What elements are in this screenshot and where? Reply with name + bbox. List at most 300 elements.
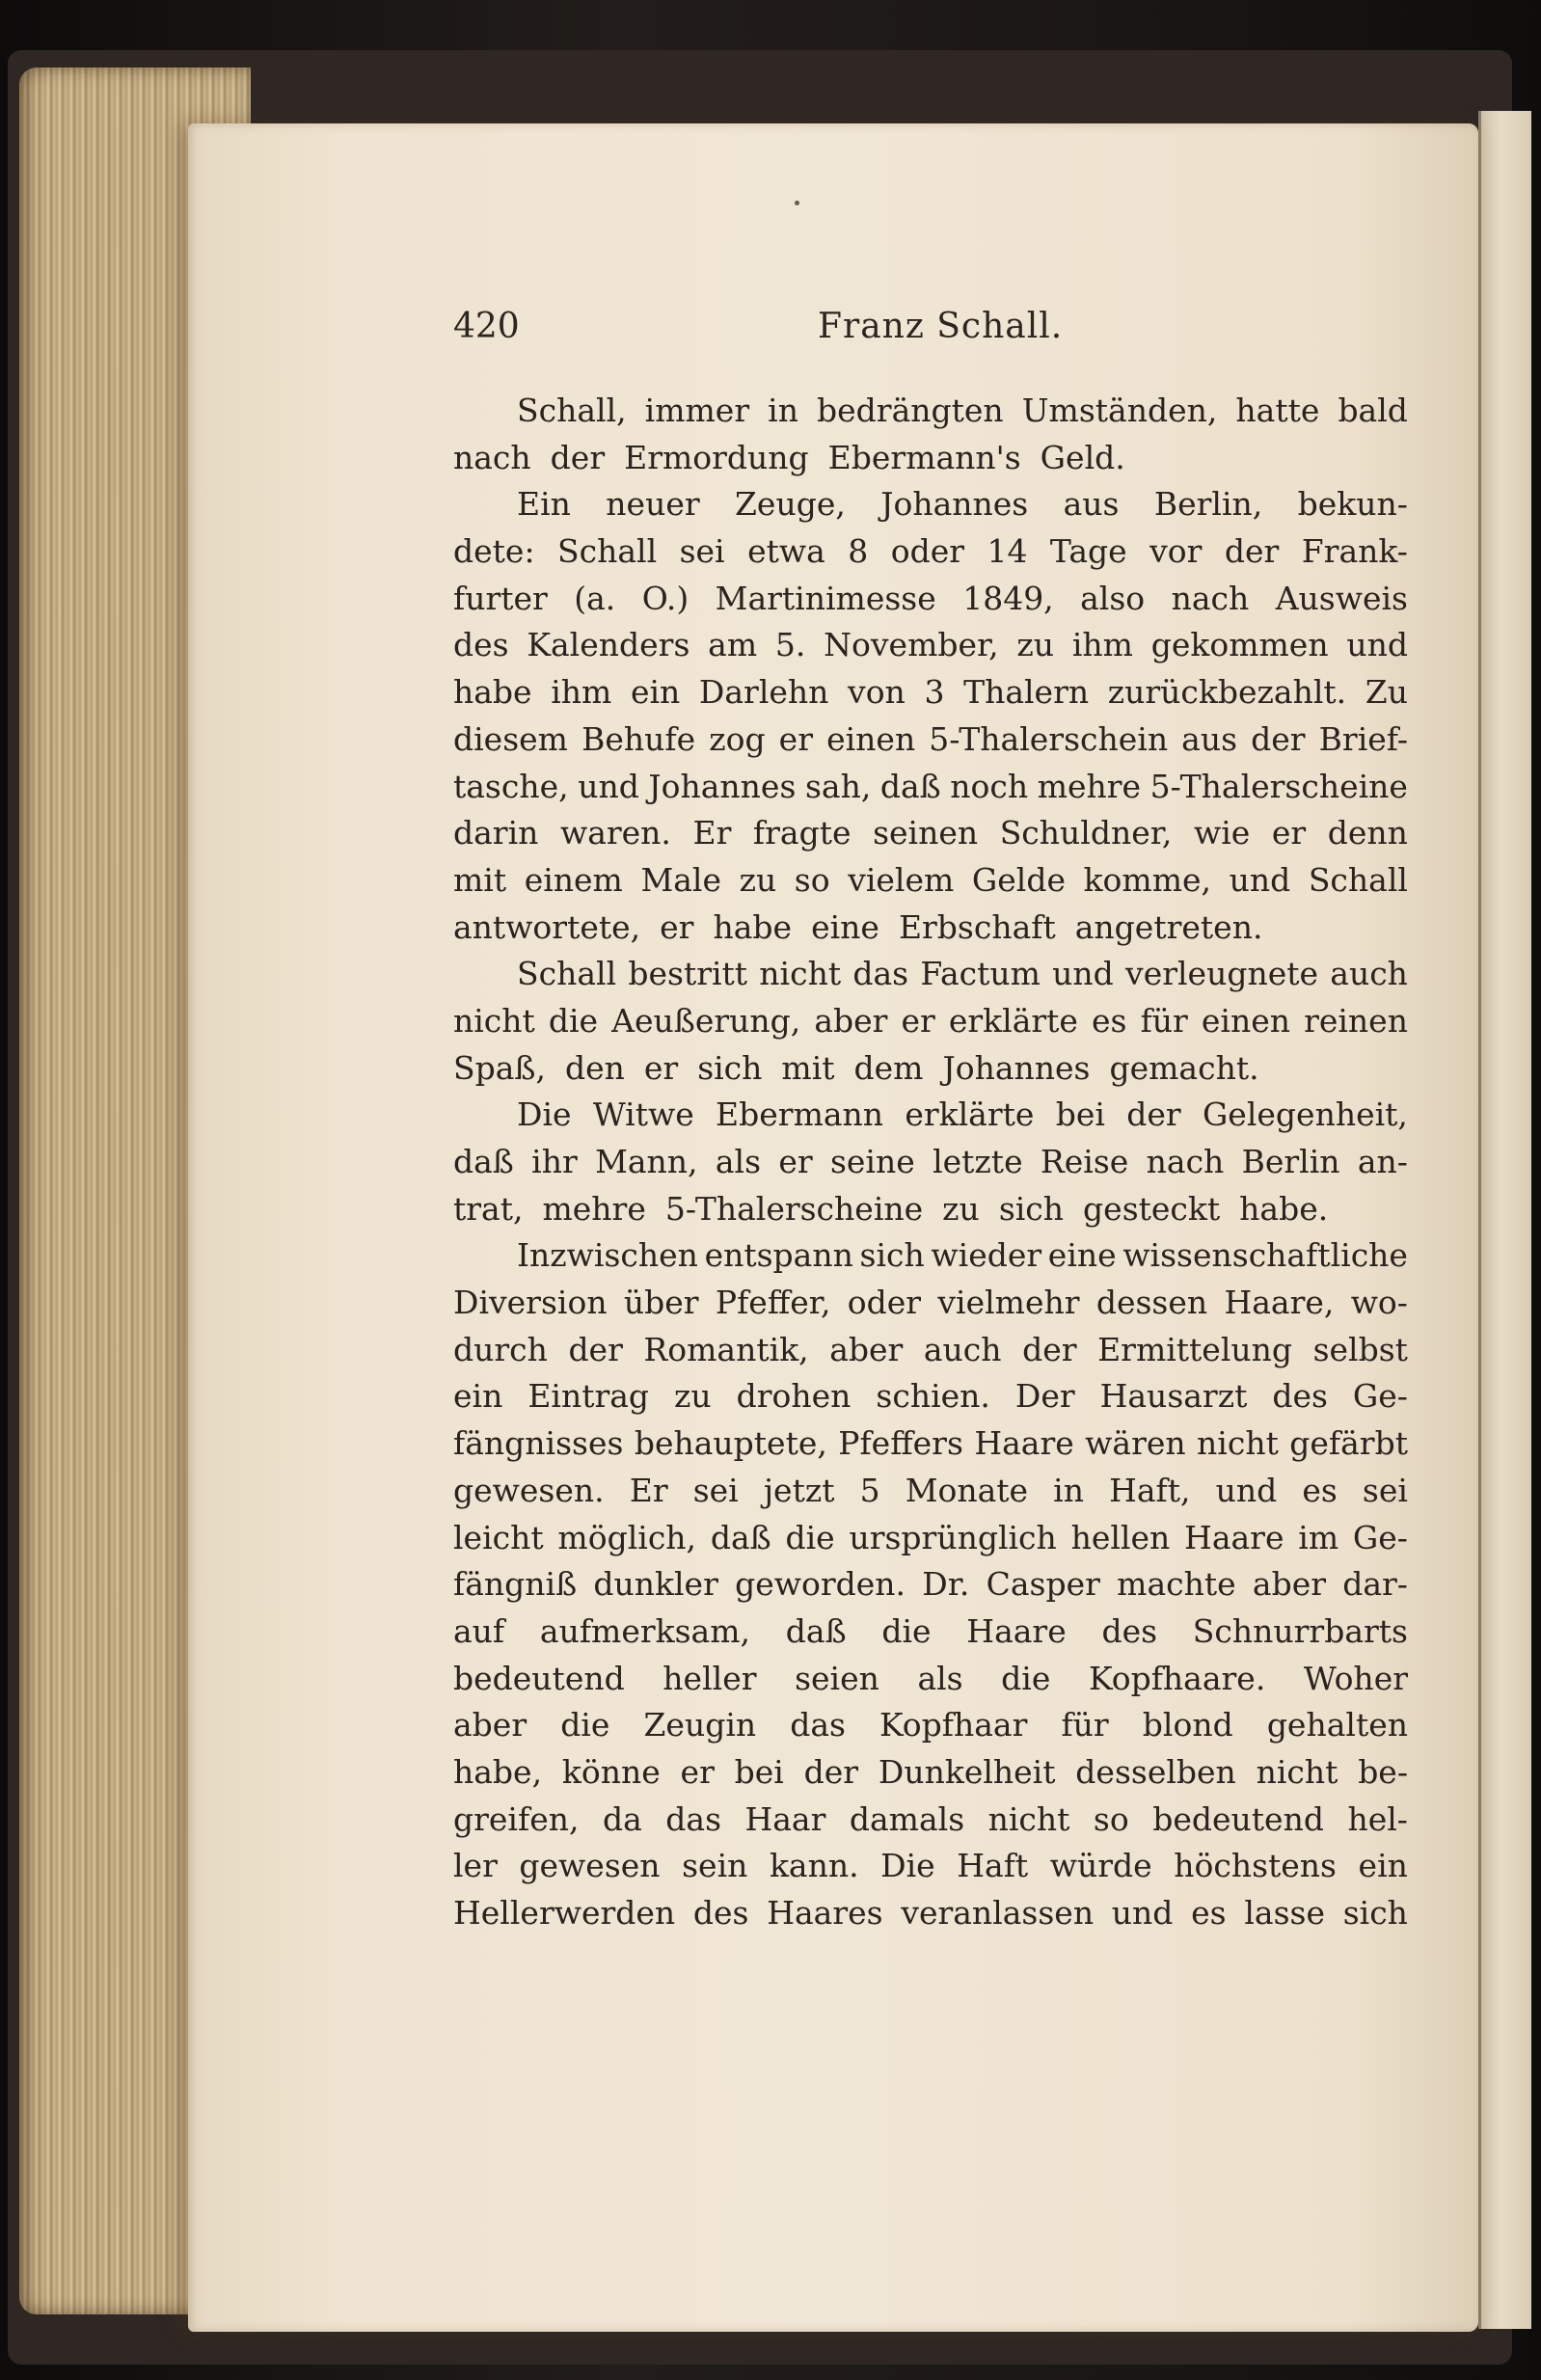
- word: habe,: [453, 1752, 543, 1791]
- word: nicht: [987, 1799, 1070, 1838]
- word: Haft,: [1109, 1471, 1191, 1509]
- word: jetzt: [763, 1471, 835, 1509]
- word: letzte: [933, 1143, 1023, 1180]
- word: am: [708, 626, 758, 664]
- word: dunkler: [593, 1565, 718, 1604]
- word: dem: [853, 1048, 924, 1087]
- word: damals: [849, 1799, 965, 1838]
- word: 5.: [774, 626, 806, 664]
- text-line: [453, 626, 1408, 673]
- word: Eintrag: [527, 1377, 650, 1416]
- word: zurückbezahlt.: [1107, 673, 1347, 712]
- word: so: [1093, 1799, 1129, 1838]
- text-line: [453, 720, 1408, 768]
- printer-mark: [795, 201, 799, 205]
- word: Zeugin: [643, 1706, 757, 1744]
- text-line: [453, 1190, 1408, 1237]
- word: dar-: [1342, 1565, 1408, 1604]
- word: neuer: [606, 485, 700, 524]
- word: des: [453, 626, 509, 664]
- word: be-: [1358, 1752, 1408, 1791]
- word: Spaß,: [453, 1048, 546, 1087]
- word: etwa: [747, 532, 825, 571]
- word: der: [1126, 1095, 1181, 1134]
- word: Gelegenheit,: [1202, 1095, 1408, 1134]
- word: sich: [859, 1236, 925, 1275]
- word: Haare: [1184, 1518, 1284, 1556]
- word: ihm: [551, 673, 612, 712]
- text-line: [453, 1519, 1408, 1566]
- text-line: [453, 392, 1408, 439]
- word: lasse: [1244, 1894, 1325, 1932]
- word: mehre: [1037, 767, 1142, 805]
- word: der: [803, 1752, 859, 1791]
- word: erklärte: [905, 1095, 1035, 1134]
- word: so: [794, 860, 830, 899]
- word: Ebermann: [716, 1095, 884, 1134]
- text-line: [453, 1706, 1408, 1753]
- text-line: [453, 861, 1408, 908]
- word: auch: [923, 1330, 1002, 1368]
- word: Hausarzt: [1099, 1377, 1248, 1416]
- word: aber: [814, 1001, 888, 1040]
- word: habe: [713, 907, 793, 946]
- word: sein: [682, 1847, 748, 1885]
- word: er: [901, 1001, 935, 1040]
- word: oder: [847, 1284, 922, 1322]
- text-line: [453, 485, 1408, 532]
- text-line: [453, 1472, 1408, 1519]
- word: aber: [829, 1330, 904, 1368]
- word: sei: [679, 532, 725, 571]
- word: es: [1191, 1894, 1227, 1932]
- word: bedrängten: [817, 392, 1004, 429]
- word: Factum: [920, 955, 1041, 993]
- word: Zu: [1365, 673, 1408, 712]
- word: Tage: [1049, 532, 1127, 571]
- word: auch: [1330, 955, 1408, 993]
- word: wo-: [1350, 1284, 1408, 1322]
- word: also: [1080, 579, 1146, 617]
- word: Schnurrbarts: [1192, 1611, 1408, 1650]
- word: aber: [453, 1706, 527, 1744]
- word: es: [1092, 1001, 1127, 1040]
- word: er: [680, 1752, 715, 1791]
- word: Ermittelung: [1097, 1330, 1293, 1368]
- word: seinen: [873, 814, 979, 852]
- word: seien: [795, 1659, 879, 1697]
- word: daß: [879, 767, 941, 805]
- text-line: [453, 1612, 1408, 1660]
- word: bedeutend: [453, 1659, 625, 1697]
- text-line: [453, 1377, 1408, 1424]
- word: der: [568, 1330, 623, 1368]
- word: erklärte: [948, 1001, 1078, 1040]
- word: zu: [674, 1377, 712, 1416]
- word: Monate: [905, 1471, 1029, 1509]
- word: der: [1022, 1330, 1077, 1368]
- word: ursprünglich: [849, 1518, 1057, 1556]
- word: heller: [662, 1659, 757, 1697]
- word: nach: [1146, 1143, 1225, 1180]
- word: Johannes: [942, 1048, 1091, 1087]
- word: Haft: [957, 1847, 1029, 1885]
- word: Kopfhaar: [879, 1706, 1028, 1744]
- word: und: [578, 767, 639, 805]
- text-line: [453, 1095, 1408, 1143]
- word: als: [917, 1659, 963, 1697]
- word: trat,: [453, 1189, 524, 1228]
- word: habe: [453, 673, 532, 712]
- word: furter: [453, 579, 548, 617]
- text-line: [453, 1565, 1408, 1612]
- word: Schall: [1308, 860, 1408, 899]
- word: für: [1061, 1706, 1109, 1744]
- word: da: [602, 1799, 642, 1838]
- word: immer: [644, 392, 750, 429]
- word: bei: [1055, 1095, 1105, 1134]
- text-line: [453, 1753, 1408, 1800]
- word: Kopfhaare.: [1088, 1659, 1266, 1697]
- word: die: [1001, 1659, 1051, 1697]
- word: habe.: [1239, 1189, 1329, 1228]
- text-line: [453, 1331, 1408, 1378]
- word: noch: [950, 767, 1029, 805]
- word: dessen: [1095, 1284, 1208, 1322]
- word: Pfeffers: [838, 1424, 963, 1463]
- word: zu: [1016, 626, 1055, 664]
- word: sei: [692, 1471, 739, 1509]
- word: oder: [890, 532, 964, 571]
- word: vielem: [848, 860, 955, 899]
- text-line: [453, 814, 1408, 861]
- word: sah,: [804, 767, 872, 805]
- word: wie: [1193, 814, 1251, 852]
- word: greifen,: [453, 1799, 580, 1838]
- word: Schall,: [517, 392, 627, 429]
- word: des: [692, 1894, 749, 1932]
- word: Umständen,: [1021, 392, 1218, 429]
- word: Ein: [517, 485, 571, 524]
- word: er: [778, 719, 813, 758]
- text-line: [453, 1143, 1408, 1190]
- word: daß: [453, 1143, 514, 1180]
- word: Ebermann's: [827, 438, 1021, 476]
- text-line: [453, 1894, 1408, 1941]
- word: Witwe: [592, 1095, 694, 1134]
- page-number: 420: [453, 307, 520, 346]
- word: durch: [453, 1330, 548, 1368]
- word: den: [564, 1048, 625, 1087]
- word: waren.: [559, 814, 671, 852]
- word: Haares: [767, 1894, 883, 1932]
- word: bei: [734, 1752, 784, 1791]
- word: Martinimesse: [715, 579, 936, 617]
- word: 1849,: [962, 579, 1054, 617]
- word: wissenschaftliche: [1122, 1236, 1408, 1275]
- word: auf: [453, 1611, 505, 1650]
- word: sich: [697, 1048, 763, 1087]
- word: Woher: [1303, 1659, 1408, 1697]
- word: Die: [517, 1095, 572, 1134]
- word: komme,: [1083, 860, 1212, 899]
- word: Mann,: [595, 1143, 698, 1180]
- word: er: [1271, 814, 1307, 852]
- word: bestritt: [628, 955, 748, 993]
- word: er: [643, 1048, 679, 1087]
- word: Berlin: [1241, 1143, 1340, 1180]
- word: antwortete,: [453, 907, 641, 946]
- word: Hellerwerden: [453, 1894, 676, 1932]
- word: Male: [640, 860, 721, 899]
- word: Schall: [557, 532, 658, 571]
- word: gekommen: [1150, 626, 1329, 664]
- word: einem: [524, 860, 623, 899]
- word: hel-: [1347, 1799, 1408, 1838]
- word: Berlin,: [1153, 485, 1263, 524]
- word: hellen: [1070, 1518, 1171, 1556]
- word: fängniß: [453, 1565, 578, 1604]
- word: (a.: [574, 579, 616, 617]
- word: ein: [1358, 1847, 1408, 1885]
- word: die: [560, 1706, 610, 1744]
- word: Haar: [744, 1799, 826, 1838]
- word: die: [881, 1611, 932, 1650]
- word: Behufe: [581, 719, 696, 758]
- word: die: [785, 1518, 835, 1556]
- word: zu: [942, 1189, 980, 1228]
- word: gemacht.: [1109, 1048, 1259, 1087]
- word: veranlassen: [901, 1894, 1095, 1932]
- word: fängnisses: [453, 1424, 624, 1463]
- word: machte: [1117, 1565, 1236, 1604]
- word: sich: [998, 1189, 1065, 1228]
- word: gewesen.: [453, 1471, 605, 1509]
- word: bedeutend: [1152, 1799, 1324, 1838]
- word: 5-Thalerschein: [929, 719, 1169, 758]
- text-line: [453, 1284, 1408, 1331]
- word: gewesen: [519, 1847, 661, 1885]
- text-line: [453, 1236, 1408, 1284]
- word: könne: [561, 1752, 661, 1791]
- word: würde: [1049, 1847, 1152, 1885]
- running-head: [453, 307, 1408, 365]
- word: und: [1346, 626, 1408, 664]
- word: bekun-: [1297, 485, 1408, 524]
- word: November,: [824, 626, 999, 664]
- word: Der: [1014, 1377, 1075, 1416]
- word: nicht: [1197, 1424, 1279, 1463]
- word: 3: [924, 673, 945, 712]
- word: fragte: [752, 814, 852, 852]
- word: als: [715, 1143, 762, 1180]
- word: vor: [1149, 532, 1203, 571]
- word: vielmehr: [937, 1284, 1080, 1322]
- word: sei: [1362, 1471, 1408, 1509]
- word: O.): [641, 579, 689, 617]
- word: und: [1215, 1471, 1278, 1509]
- word: 5-Thalerscheine: [664, 1189, 924, 1228]
- word: wieder: [931, 1236, 1042, 1275]
- word: und: [1111, 1894, 1174, 1932]
- word: nicht: [759, 955, 842, 993]
- word: zog: [709, 719, 766, 758]
- word: daß: [710, 1518, 771, 1556]
- word: aber: [1252, 1565, 1326, 1604]
- word: selbst: [1312, 1330, 1408, 1368]
- text-line: [453, 1660, 1408, 1707]
- word: Geld.: [1040, 438, 1125, 476]
- word: der: [1224, 532, 1280, 571]
- word: für: [1140, 1001, 1188, 1040]
- word: ler: [453, 1847, 498, 1885]
- word: ein: [630, 673, 681, 712]
- word: Brief-: [1318, 719, 1408, 758]
- word: zu: [739, 860, 777, 899]
- word: schien.: [876, 1377, 990, 1416]
- word: tasche,: [453, 767, 569, 805]
- word: entspann: [704, 1236, 853, 1275]
- word: das: [665, 1799, 721, 1838]
- word: Darlehn: [698, 673, 829, 712]
- word: Romantik,: [643, 1330, 809, 1368]
- word: Ausweis: [1275, 579, 1408, 617]
- word: nicht: [453, 1001, 535, 1040]
- word: Die: [880, 1847, 935, 1885]
- text-line: [453, 1847, 1408, 1894]
- word: Inzwischen: [517, 1236, 698, 1275]
- word: geworden.: [735, 1565, 906, 1604]
- word: nach: [1171, 579, 1250, 617]
- word: Ermordung: [624, 438, 809, 476]
- word: ihm: [1071, 626, 1133, 664]
- text-line: [453, 532, 1408, 580]
- word: leicht: [453, 1518, 544, 1556]
- word: Haare: [966, 1611, 1067, 1650]
- word: sich: [1342, 1894, 1408, 1932]
- word: ihr: [531, 1143, 578, 1180]
- word: Pfeffer,: [715, 1284, 831, 1322]
- word: gefärbt: [1289, 1424, 1408, 1463]
- word: Erbschaft: [898, 907, 1056, 946]
- text-line: [453, 1424, 1408, 1472]
- word: Johannes: [880, 485, 1029, 524]
- text-line: [453, 1049, 1408, 1096]
- word: nicht: [1256, 1752, 1338, 1791]
- word: angetreten.: [1074, 907, 1263, 946]
- text-line: [453, 1002, 1408, 1049]
- word: verleugnete: [1125, 955, 1319, 993]
- next-page-edge: [1478, 111, 1531, 2329]
- word: aus: [1181, 719, 1238, 758]
- word: 5-Thalerscheine: [1149, 767, 1408, 805]
- word: 14: [987, 532, 1028, 571]
- word: behauptete,: [634, 1424, 827, 1463]
- word: Schall: [517, 955, 617, 993]
- word: mit: [453, 860, 507, 899]
- word: es: [1302, 1471, 1338, 1509]
- word: dete:: [453, 532, 535, 571]
- word: Zeuge,: [735, 485, 846, 524]
- word: in: [768, 392, 798, 429]
- word: Reise: [1040, 1143, 1129, 1180]
- word: Haare: [974, 1424, 1074, 1463]
- word: darin: [453, 814, 539, 852]
- word: Frank-: [1301, 532, 1408, 571]
- word: blond: [1142, 1706, 1233, 1744]
- word: eine: [1047, 1236, 1117, 1275]
- word: desselben: [1075, 1752, 1236, 1791]
- word: bald: [1338, 392, 1408, 429]
- word: Aeußerung,: [611, 1001, 801, 1040]
- word: aus: [1063, 485, 1120, 524]
- word: Johannes: [648, 767, 797, 805]
- text-line: [453, 1800, 1408, 1848]
- word: kann.: [769, 1847, 859, 1885]
- word: 8: [848, 532, 869, 571]
- word: Diversion: [453, 1284, 608, 1322]
- word: die: [548, 1001, 599, 1040]
- word: er: [778, 1143, 813, 1180]
- word: und: [1052, 955, 1114, 993]
- word: im: [1298, 1518, 1339, 1556]
- page-header-title: Franz Schall.: [818, 307, 1064, 346]
- word: des: [1272, 1377, 1328, 1416]
- text-line: [453, 908, 1408, 956]
- word: nach: [453, 438, 531, 476]
- word: ein: [453, 1377, 503, 1416]
- word: Gelde: [971, 860, 1066, 899]
- word: möglich,: [557, 1518, 697, 1556]
- word: Ge-: [1352, 1518, 1408, 1556]
- text-line: [453, 580, 1408, 627]
- text-line: [453, 768, 1408, 815]
- word: daß: [785, 1611, 847, 1650]
- word: Ge-: [1352, 1377, 1408, 1416]
- word: von: [848, 673, 906, 712]
- word: denn: [1327, 814, 1408, 852]
- word: reinen: [1304, 1001, 1408, 1040]
- body-text: [453, 392, 1408, 1941]
- text-line: [453, 673, 1408, 720]
- word: mit: [781, 1048, 835, 1087]
- word: diesem: [453, 719, 568, 758]
- word: der: [550, 438, 606, 476]
- word: Casper: [986, 1565, 1100, 1604]
- word: und: [1229, 860, 1291, 899]
- word: gesteckt: [1083, 1189, 1221, 1228]
- word: Er: [629, 1471, 668, 1509]
- word: Thalern: [963, 673, 1090, 712]
- word: mehre: [542, 1189, 646, 1228]
- word: wären: [1085, 1424, 1186, 1463]
- word: das: [852, 955, 909, 993]
- word: Haare,: [1224, 1284, 1335, 1322]
- word: der: [1251, 719, 1306, 758]
- word: er: [660, 907, 694, 946]
- word: höchstens: [1174, 1847, 1337, 1885]
- word: Kalenders: [527, 626, 690, 664]
- word: Dunkelheit: [878, 1752, 1056, 1791]
- word: drohen: [736, 1377, 852, 1416]
- word: an-: [1357, 1143, 1408, 1180]
- word: des: [1101, 1611, 1158, 1650]
- text-line: [453, 955, 1408, 1002]
- word: aufmerksam,: [539, 1611, 751, 1650]
- word: gehalten: [1266, 1706, 1408, 1744]
- word: hatte: [1235, 392, 1320, 429]
- word: Er: [692, 814, 732, 852]
